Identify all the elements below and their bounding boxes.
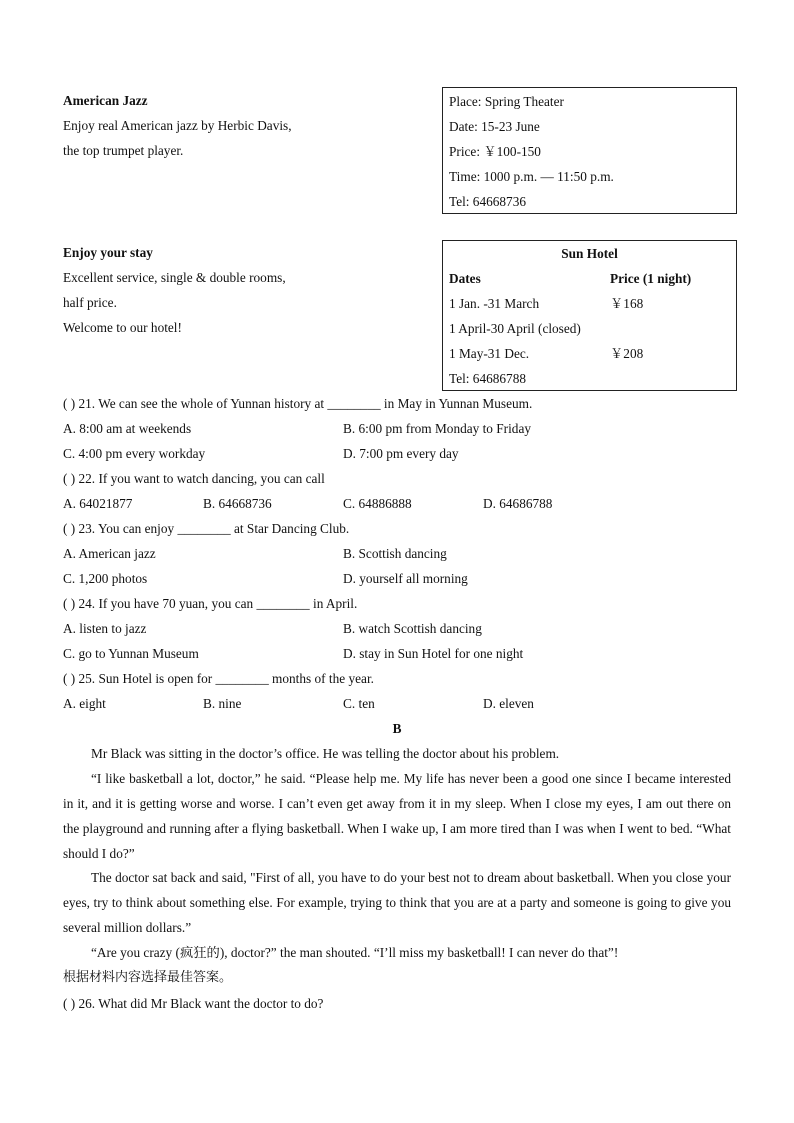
q25-option-d: D. eleven [483, 696, 534, 711]
hotel-ad-line2: half price. [63, 295, 117, 310]
q24-option-c: C. go to Yunnan Museum [63, 646, 199, 661]
hotel-row-date: 1 April-30 April (closed) [449, 321, 581, 336]
question-23-stem: ( ) 23. You can enjoy ________ at Star Dancing Club. [63, 521, 350, 536]
instruction-text: 根据材料内容选择最佳答案。 [63, 970, 233, 985]
jazz-place: Place: Spring Theater [449, 94, 564, 109]
question-25-stem: ( ) 25. Sun Hotel is open for ________ months of the year. [63, 671, 374, 686]
q25-option-b: B. nine [203, 696, 242, 711]
q23-option-a: A. American jazz [63, 546, 156, 561]
hotel-row-date: 1 May-31 Dec. [449, 346, 530, 361]
jazz-time: Time: 1000 p.m. — 11:50 p.m. [449, 169, 614, 184]
hotel-name: Sun Hotel [561, 246, 618, 261]
q25-option-c: C. ten [343, 696, 375, 711]
jazz-ad-title: American Jazz [63, 93, 148, 108]
question-22-stem: ( ) 22. If you want to watch dancing, you can call [63, 471, 325, 486]
hotel-ad-line3: Welcome to our hotel! [63, 320, 182, 335]
passage-paragraph-1: Mr Black was sitting in the doctor’s office. He was telling the doctor about his problem. [91, 746, 560, 761]
hotel-info-box [442, 240, 737, 391]
jazz-info-box [442, 87, 737, 214]
hotel-ad-title: Enjoy your stay [63, 245, 153, 260]
q21-option-c: C. 4:00 pm every workday [63, 446, 206, 461]
passage-paragraph-2: “I like basketball a lot, doctor,” he said. “Please help me. My life has never been a good one since I became interested in it, and it is getting worse and worse. I can’t even get away from it in my sleep. When I close my eyes, I am out there on the playground and running after a flying basketball. When I wake up, I am more tired than I was when I went to bed. “What should I do?” [63, 771, 731, 861]
q24-option-d: D. stay in Sun Hotel for one night [343, 646, 524, 661]
hotel-row-price: ￥208 [610, 346, 644, 361]
jazz-date: Date: 15-23 June [449, 119, 540, 134]
passage-paragraph-3: The doctor sat back and said, "First of all, you have to do your best not to dream about basketball. When you close your eyes, try to think about something else. For example, trying to think that you are at a party and someone is going to give you several million dollars.” [63, 870, 731, 935]
q23-option-b: B. Scottish dancing [343, 546, 447, 561]
section-b-heading: B [392, 721, 402, 736]
hotel-row-price: ￥168 [610, 296, 644, 311]
q24-option-a: A. listen to jazz [63, 621, 147, 636]
q25-option-a: A. eight [63, 696, 106, 711]
q21-option-a: A. 8:00 am at weekends [63, 421, 192, 436]
q22-option-b: B. 64668736 [203, 496, 272, 511]
q23-option-d: D. yourself all morning [343, 571, 468, 586]
question-26-stem: ( ) 26. What did Mr Black want the doctor to do? [63, 996, 324, 1011]
jazz-ad-line1: Enjoy real American jazz by Herbic Davis, [63, 118, 292, 133]
jazz-tel: Tel: 64668736 [449, 194, 526, 209]
hotel-row-date: 1 Jan. -31 March [449, 296, 540, 311]
jazz-price: Price: ￥100-150 [449, 144, 541, 159]
jazz-ad-line2: the top trumpet player. [63, 143, 184, 158]
q24-option-b: B. watch Scottish dancing [343, 621, 482, 636]
q23-option-c: C. 1,200 photos [63, 571, 148, 586]
passage-paragraph-4: “Are you crazy (疯狂的), doctor?” the man shouted. “I’ll miss my basketball! I can never do that”! [91, 945, 619, 960]
hotel-tel: Tel: 64686788 [449, 371, 526, 386]
q22-option-a: A. 64021877 [63, 496, 133, 511]
q22-option-d: D. 64686788 [483, 496, 553, 511]
hotel-col-dates: Dates [449, 271, 481, 286]
hotel-ad-line1: Excellent service, single & double rooms, [63, 270, 286, 285]
question-24-stem: ( ) 24. If you have 70 yuan, you can ________ in April. [63, 596, 358, 611]
hotel-col-price: Price (1 night) [610, 271, 692, 286]
question-21-stem: ( ) 21. We can see the whole of Yunnan history at ________ in May in Yunnan Museum. [63, 396, 533, 411]
q21-option-b: B. 6:00 pm from Monday to Friday [343, 421, 531, 436]
q22-option-c: C. 64886888 [343, 496, 412, 511]
q21-option-d: D. 7:00 pm every day [343, 446, 459, 461]
